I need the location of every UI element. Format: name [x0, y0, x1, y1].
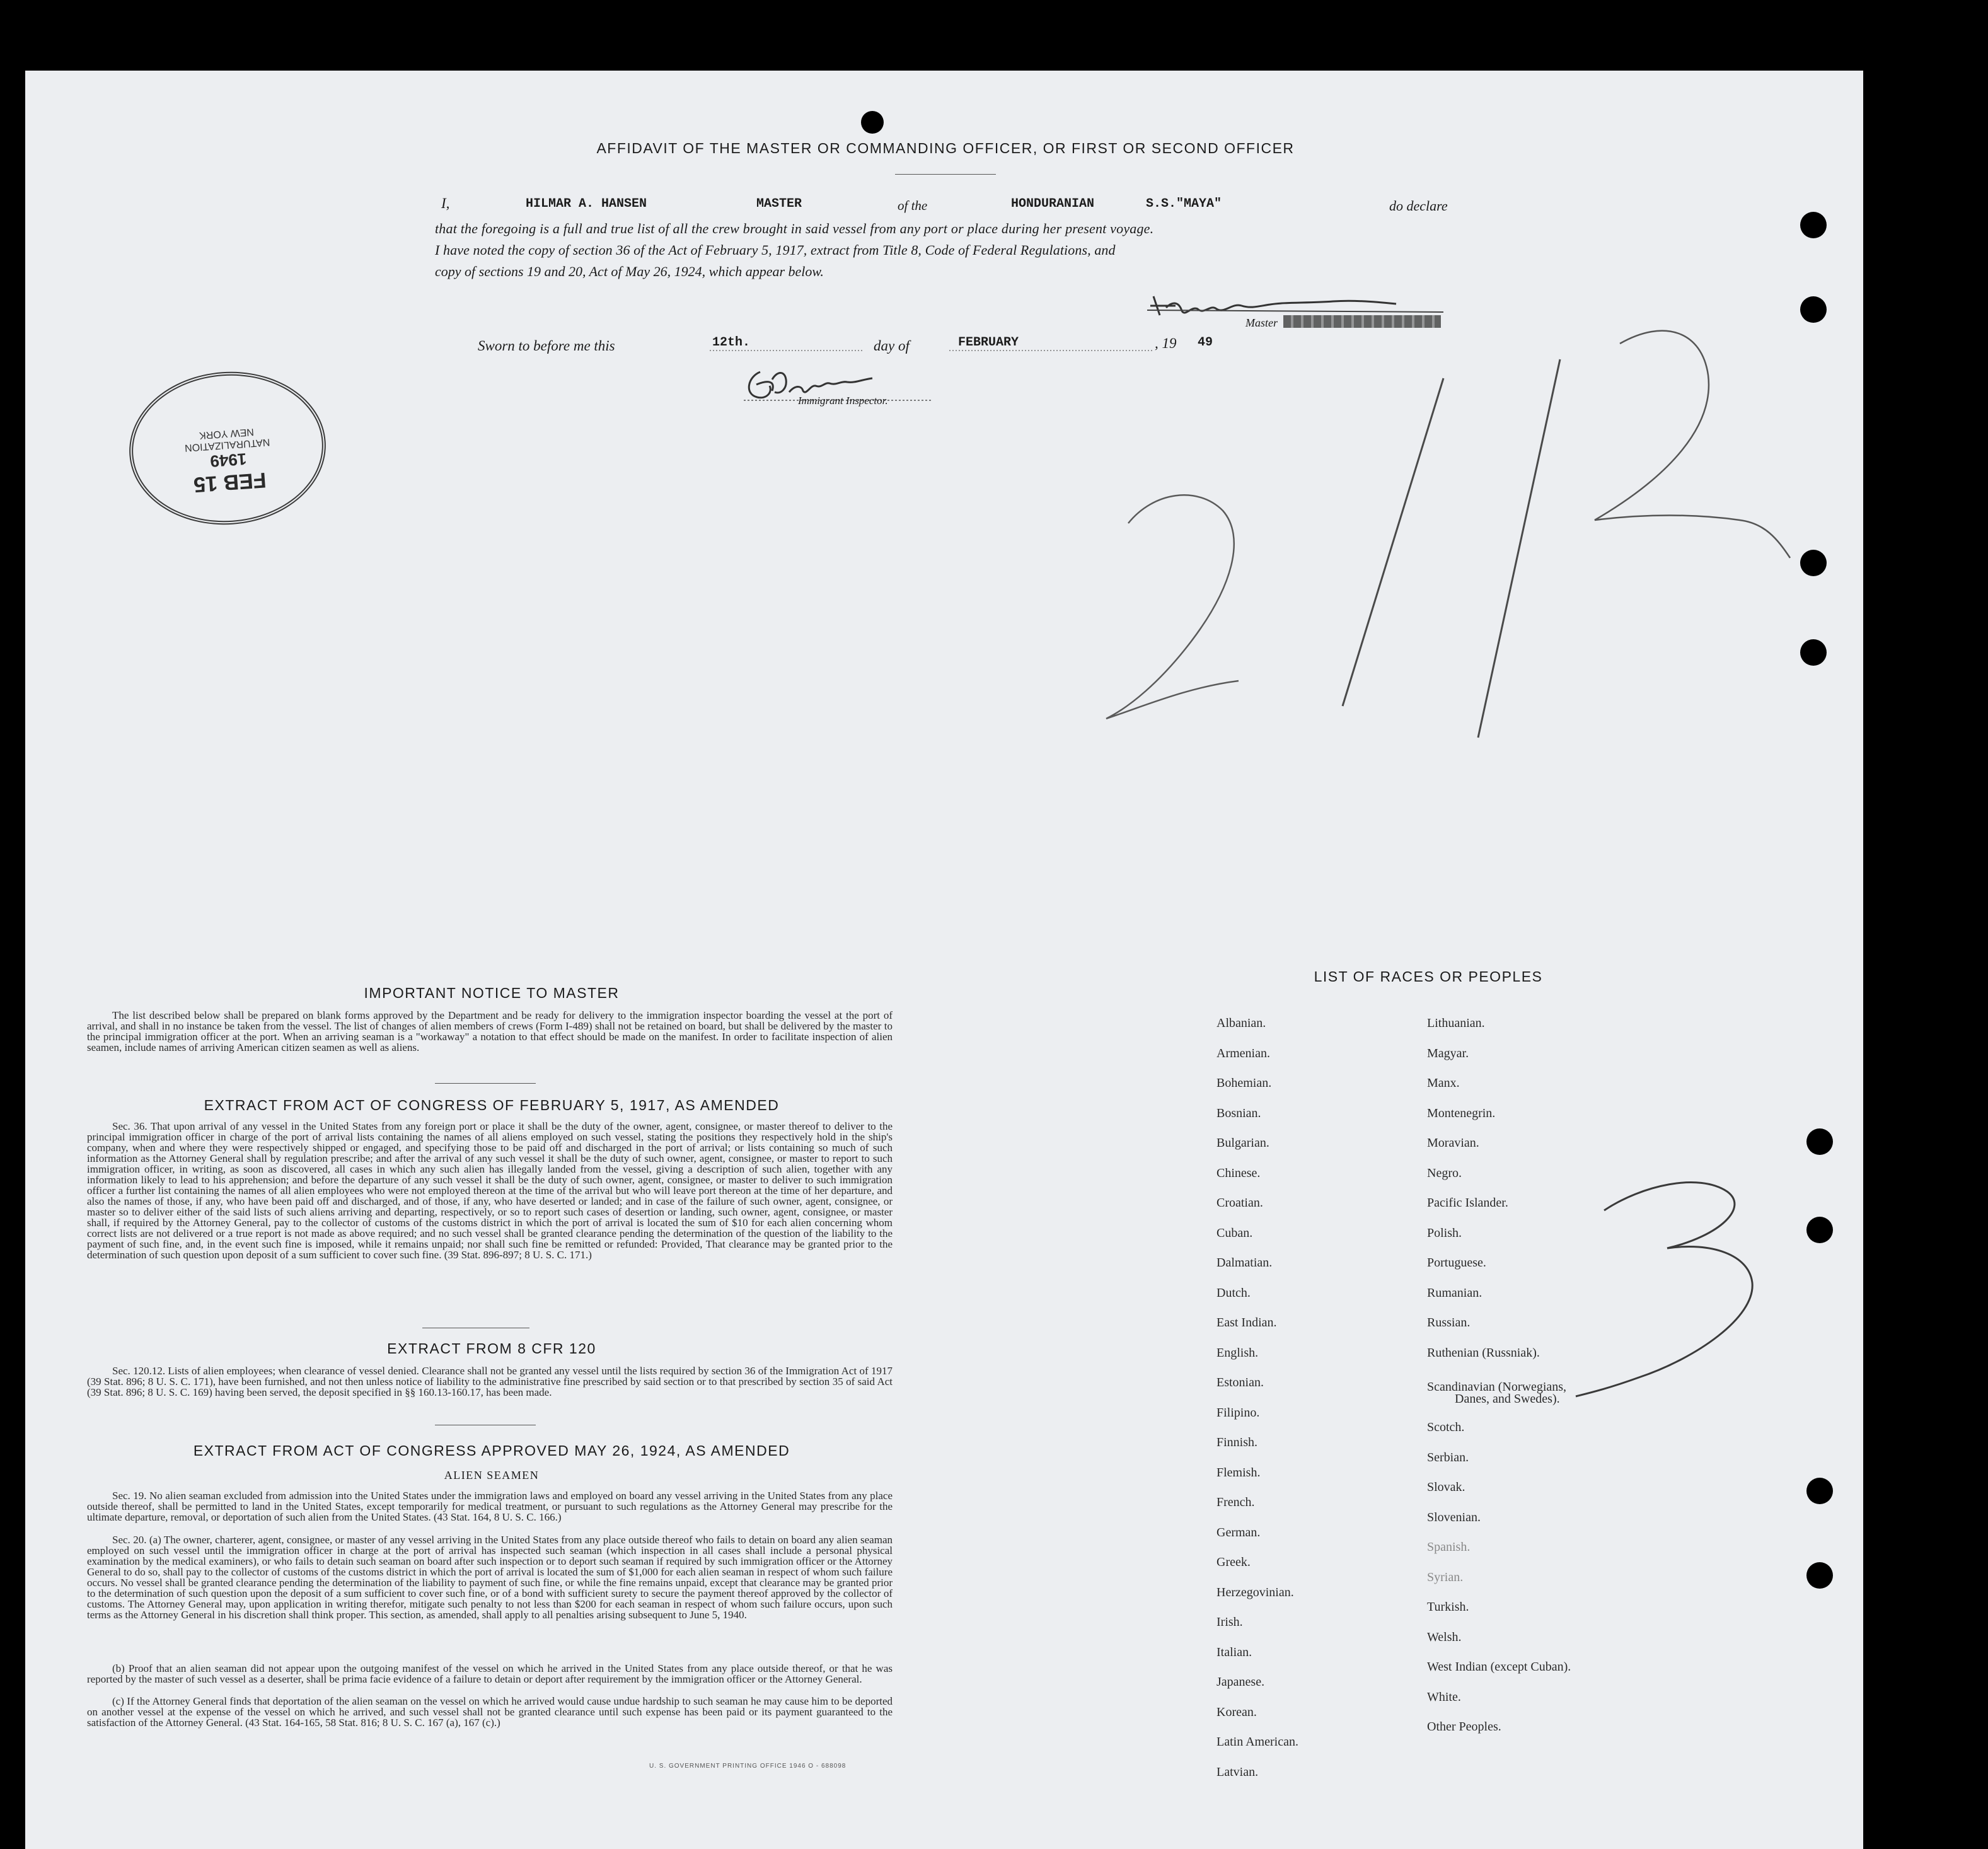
list-item: Italian.	[1216, 1645, 1252, 1659]
i-label: I,	[441, 195, 450, 211]
vessel-nationality: HONDURANIAN	[1011, 197, 1095, 211]
day-of-label: day of	[874, 338, 910, 354]
list-item: Japanese.	[1216, 1675, 1265, 1689]
list-item: Ruthenian (Russniak).	[1427, 1345, 1540, 1360]
master-caption: Master	[1245, 316, 1278, 329]
punch-hole	[1800, 639, 1827, 666]
list-item: Syrian.	[1427, 1570, 1464, 1584]
list-item: Negro.	[1427, 1166, 1462, 1180]
list-item: Welsh.	[1427, 1630, 1462, 1644]
sworn-month: FEBRUARY	[958, 335, 1019, 350]
list-item: Magyar.	[1427, 1046, 1469, 1060]
punch-hole	[1806, 1478, 1833, 1504]
affidavit-line-2: that the foregoing is a full and true list of all the crew brought in said vessel from any port or place during her present voyage.	[435, 221, 1154, 236]
punch-hole	[1800, 296, 1827, 323]
affidavit-line-4: copy of sections 19 and 20, Act of May 26, 1924, which appear below.	[435, 264, 824, 279]
extract-1924-heading: EXTRACT FROM ACT OF CONGRESS APPROVED MAY 26, 1924, AS AMENDED	[193, 1442, 790, 1459]
notice-heading: IMPORTANT NOTICE TO MASTER	[364, 985, 620, 1001]
list-item: Pacific Islander.	[1427, 1196, 1508, 1210]
list-item: Croatian.	[1216, 1196, 1263, 1210]
vessel-name: S.S."MAYA"	[1146, 197, 1222, 211]
punch-hole	[1800, 550, 1827, 576]
list-item: French.	[1216, 1495, 1255, 1509]
list-item: Flemish.	[1216, 1465, 1261, 1480]
punch-hole	[1806, 1562, 1833, 1589]
do-declare-label: do declare	[1389, 198, 1448, 214]
list-item: West Indian (except Cuban).	[1427, 1660, 1571, 1674]
list-item: Greek.	[1216, 1555, 1251, 1569]
section-20a-text: Sec. 20. (a) The owner, charterer, agent, consignee, or master of any vessel arriving in the United States from any place outside thereof who fails to detain on board any alien seaman employed on such vessel until the immigration officer in charge at the port of arrival has inspected such seaman (which inspection in all cases shall include a personal physical examination by the medical examiners), or who fails to detain such seaman on board after such inspection or to deport such seaman if required by such immigration officer or the Attorney General to do so, shall pay to the collector of customs of the customs district in which the port of arrival is located the sum of $1,000 for each alien seaman in respect of whom such failure occurs. No vessel shall be granted clearance pending the determination of the liability to payment of such fine, or while the fine remains unpaid, except that clearance may be granted prior to the determination of such question upon the deposit of a sum sufficient to cover such fine, or of a bond with sufficient surety to secure the payment thereof approved by the collector of customs. The Attorney General may, upon application in writing therefor, mitigate such penalty to not less than $200 for each seaman in respect of whom such failure occurs, upon such terms as the Attorney General in his discretion shall think proper. This section, as amended, shall apply to all penalties arising subsequent to June 5, 1940.	[87, 1534, 893, 1621]
list-item: Bohemian.	[1216, 1076, 1272, 1090]
inspector-caption: Immigrant Inspector.	[798, 395, 888, 407]
sworn-day: 12th.	[712, 335, 751, 350]
punch-hole	[861, 111, 884, 134]
extract-cfr-heading: EXTRACT FROM 8 CFR 120	[387, 1340, 596, 1357]
notice-text: The list described below shall be prepared on blank forms approved by the Department and be ready for delivery to the immigration inspector boarding the vessel at the port of arrival, and shall in no instance be taken from the vessel. The list of changes of alien members of crews (Form I-489) shall not be retained on board, but shall be delivered by the master to the principal immigration officer at the port. When an arriving seaman is a "workaway" a notation to that effect should be made on the manifest. In order to facilitate inspection of alien seamen, include names of arriving American citizen seamen as well as aliens.	[87, 1009, 893, 1053]
list-item: Chinese.	[1216, 1166, 1261, 1180]
list-item: East Indian.	[1216, 1316, 1277, 1330]
list-item: Bulgarian.	[1216, 1136, 1269, 1150]
list-item: Irish.	[1216, 1615, 1243, 1629]
races-heading: LIST OF RACES OR PEOPLES	[1314, 968, 1543, 985]
races-right-column	[1427, 1009, 1654, 1742]
list-item: Finnish.	[1216, 1435, 1258, 1449]
of-the-label: of the	[898, 198, 928, 213]
punch-hole	[1800, 212, 1827, 238]
master-name: HILMAR A. HANSEN	[526, 197, 647, 211]
section-20b-text: (b) Proof that an alien seaman did not appear upon the outgoing manifest of the vessel on which he arrived in the United States from any place outside thereof, or that he was reported by the master of such vessel as a deserter, shall be prima facie evidence of a failure to detain or deport after requirement by the immigration officer or the Attorney General.	[87, 1662, 893, 1685]
extract-1917-text: Sec. 36. That upon arrival of any vessel in the United States from any foreign port or place it shall be the duty of the owner, agent, consignee, or master thereof to deliver to the principal immigration officer in charge of the port of arrival lists containing the names of all aliens employed on such vessel, stating the positions they respectively hold in the ship's company, when and where they were respectively shipped or engaged, and specifying those to be paid off and discharged in the port of arrival; or lists containing so much of such information as the Attorney General shall by regulation prescribe; and after the arrival of any such vessel it shall be the duty of such owner, agent, consignee, or master to report to such immigration officer, in writing, as soon as discovered, all cases in which any such alien has illegally landed from the vessel, giving a description of such alien, together with any information likely to lead to his apprehension; and before the departure of any such vessel it shall be the duty of such owner, agent, consignee, or master to deliver to such immigration officer a further list containing the names of all alien employees who were not employed thereon at the time of the arrival but who will leave port thereon at the time of her departure, and also the names of those, if any, who have been paid off and discharged, and of those, if any, who have deserted or landed; and in case of the failure of such owner, agent, consignee, or master so to deliver either of the said lists of such aliens arriving and departing, respectively, or so to report such cases of desertion or landing, such owner, agent, consignee, or master shall, if required by the Attorney General, pay to the collector of customs of the customs district in which the port of arrival is located the sum of $10 for each alien concerning whom correct lists are not delivered or a true report is not made as above required; and no such vessel shall be granted clearance pending the determination of the question of the liability to the payment of such fine, and, in the event such fine is imposed, while it remains unpaid; nor shall such fine be remitted or refunded: Provided, That clearance may be granted prior to the determination of such question upon deposit of a sum sufficient to cover such fine. (39 Stat. 896-897; 8 U. S. C. 171.)	[87, 1120, 893, 1261]
list-item: White.	[1427, 1690, 1461, 1704]
extract-1917-heading: EXTRACT FROM ACT OF CONGRESS OF FEBRUARY 5, 1917, AS AMENDED	[204, 1097, 780, 1113]
list-item: Serbian.	[1427, 1450, 1469, 1464]
list-item: Slovenian.	[1427, 1510, 1481, 1524]
list-item: Albanian.	[1216, 1016, 1266, 1030]
list-item: Scotch.	[1427, 1420, 1465, 1434]
list-item: Turkish.	[1427, 1600, 1469, 1614]
races-left-column	[1216, 1009, 1406, 1787]
list-item: German.	[1216, 1525, 1261, 1539]
strikethrough-text	[1283, 315, 1441, 328]
list-item: Russian.	[1427, 1316, 1471, 1330]
list-item: Latvian.	[1216, 1765, 1259, 1779]
list-item: Spanish.	[1427, 1540, 1471, 1554]
section-19-text: Sec. 19. No alien seaman excluded from admission into the United States under the immigration laws and employed on board any vessel arriving in the United States from any place outside thereof, shall be permitted to land in the United States, except temporarily for medical treatment, or pursuant to such regulations as the Attorney General may prescribe for the ultimate departure, removal, or deportation of such alien from the United States. (43 Stat. 164, 8 U. S. C. 166.)	[87, 1490, 893, 1523]
list-item: Dutch.	[1216, 1285, 1251, 1300]
list-item: Other Peoples.	[1427, 1720, 1501, 1734]
list-item: Armenian.	[1216, 1046, 1270, 1060]
divider	[435, 1083, 536, 1084]
list-item: Slovak.	[1427, 1480, 1465, 1494]
sworn-label: Sworn to before me this	[478, 338, 615, 354]
list-item: Herzegovinian.	[1216, 1585, 1294, 1599]
extract-1924-subheading: ALIEN SEAMEN	[444, 1469, 540, 1481]
stamp-city: NEW YORK	[199, 426, 255, 441]
master-rank: MASTER	[756, 197, 802, 211]
list-item: Latin American.	[1216, 1735, 1298, 1749]
stamp-agency: NATURALIZATION	[184, 436, 270, 453]
punch-hole	[1806, 1128, 1833, 1155]
list-item: Dalmatian.	[1216, 1256, 1273, 1270]
list-item: Scandinavian (Norwegians,	[1427, 1380, 1567, 1394]
stamp-year: 1949	[209, 449, 248, 471]
list-item: Manx.	[1427, 1076, 1460, 1090]
list-item: Lithuanian.	[1427, 1016, 1485, 1030]
sworn-year: 49	[1198, 335, 1213, 350]
list-item: Estonian.	[1216, 1376, 1264, 1389]
list-item: Montenegrin.	[1427, 1106, 1496, 1120]
list-item: English.	[1216, 1345, 1259, 1360]
year-prefix: , 19	[1155, 335, 1177, 351]
list-item: Portuguese.	[1427, 1256, 1486, 1270]
punch-hole	[1806, 1217, 1833, 1243]
affidavit-heading: AFFIDAVIT OF THE MASTER OR COMMANDING OFFICER, OR FIRST OR SECOND OFFICER	[596, 140, 1295, 156]
list-item: Moravian.	[1427, 1136, 1479, 1150]
gpo-imprint: U. S. GOVERNMENT PRINTING OFFICE 1946 O - 688098	[649, 1763, 847, 1770]
list-item: Korean.	[1216, 1705, 1257, 1719]
list-item: Polish.	[1427, 1226, 1462, 1240]
list-item: Rumanian.	[1427, 1285, 1482, 1300]
divider	[895, 174, 996, 175]
list-item: Cuban.	[1216, 1226, 1253, 1240]
section-20c-text: (c) If the Attorney General finds that deportation of the alien seaman on the vessel on which he arrived would cause undue hardship to such seaman he may cause him to be deported on another vessel at the expense of the vessel on which he arrived, and such vessel shall not be granted clearance until such expense has been paid or its payment guaranteed to the satisfaction of the Attorney General. (43 Stat. 164-165, 58 Stat. 816; 8 U. S. C. 167 (a), 167 (c).)	[87, 1695, 893, 1729]
extract-cfr-text: Sec. 120.12. Lists of alien employees; when clearance of vessel denied. Clearance shall not be granted any vessel until the lists required by section 36 of the Immigration Act of 1917 (39 Stat. 896; 8 U. S. C. 171), have been furnished, and not then unless notice of liability to the administrative fine prescribed by said section or to that prescribed by section 35 of said Act (39 Stat. 896; 8 U. S. C. 169) having been served, the deposit specified in §§ 160.13-160.17, has been made.	[87, 1365, 893, 1398]
affidavit-line-3: I have noted the copy of section 36 of the Act of February 5, 1917, extract from Title 8, Code of Federal Regulations, and	[435, 242, 1116, 258]
list-item: Bosnian.	[1216, 1106, 1261, 1120]
list-item: Danes, and Swedes).	[1455, 1392, 1560, 1406]
stamp-date: FEB 15	[192, 467, 267, 497]
list-item: Filipino.	[1216, 1405, 1260, 1420]
